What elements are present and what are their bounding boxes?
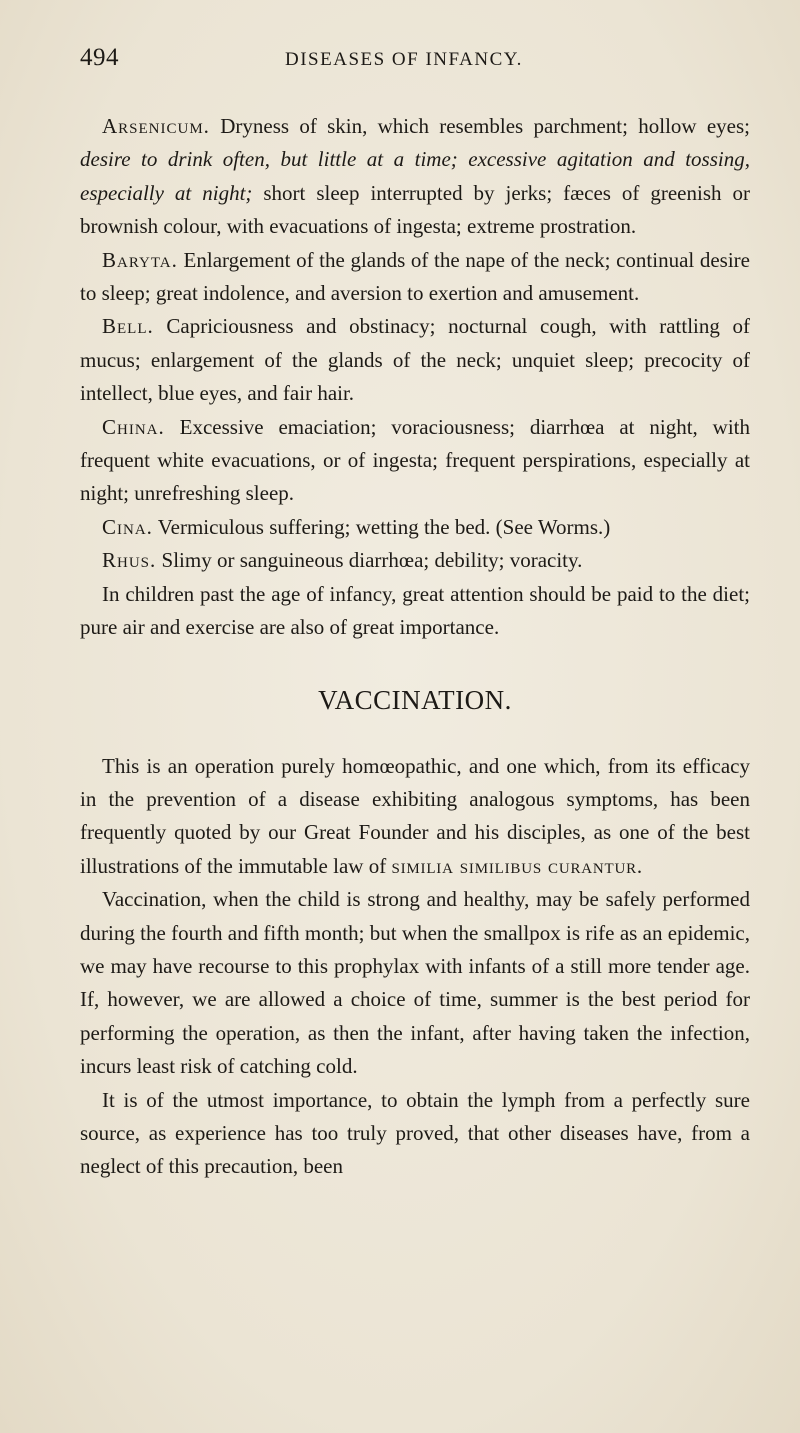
remedy-text: Enlargement of the glands of the nape of the neck; continual desire to sleep; great indolence, and aversion to exertion and amusement. — [80, 247, 750, 306]
remedy-rhus — [80, 544, 750, 577]
paragraph-text: This is an operation purely homœopathic, and one which, from its efficacy in the prevention of a disease exhibiting analogous symptoms, has been frequently quoted by our Great Founder and his disciples, as one of the best illustrations of the immutable law of — [80, 753, 750, 878]
remedy-name: Bell. — [102, 314, 154, 339]
remedy-text: Capriciousness and obstinacy; nocturnal cough, with rattling of mucus; enlargement of the glands of the neck; unquiet sleep; precocity of intellect, blue eyes, and fair hair. — [80, 314, 750, 406]
vaccination-paragraph-1 — [80, 750, 750, 884]
remedy-bell — [80, 310, 750, 410]
closing-paragraph: In children past the age of infancy, great attention should be paid to the diet; pure air and exercise are also of great importance. — [80, 581, 750, 640]
remedy-emphasis: desire to drink often, but little at a time; excessive agitation and tossing, especially at night; — [80, 147, 750, 205]
running-head — [80, 44, 750, 88]
remedy-name: Rhus. — [102, 548, 157, 573]
running-title: DISEASES OF INFANCY. — [285, 49, 523, 70]
remedy-name: Arsenicum. — [102, 114, 210, 138]
remedy-name: China. — [102, 414, 165, 439]
vaccination-paragraph-3: It is of the utmost importance, to obtain the lymph from a perfectly sure source, as experience has too truly proved, that other diseases have, from a neglect of this precaution, been — [80, 1087, 750, 1179]
remedy-name: Cina. — [102, 514, 153, 539]
remedy-arsenicum — [80, 110, 750, 244]
remedy-text: Excessive emaciation; voraciousness; diarrhœa at night, with frequent white evacuations, or of ingesta; frequent perspirations, especially at night; unrefreshing sleep. — [80, 414, 750, 506]
vaccination-paragraph-2: Vaccination, when the child is strong and healthy, may be safely performed during the fourth and fifth month; but when the smallpox is rife as an epidemic, we may have recourse to this prophylax with infants of a still more tender age. If, however, we are allowed a choice of time, summer is the best period for performing the operation, as then the infant, after having taken the infection, incurs least risk of catching cold. — [80, 887, 750, 1079]
remedy-cina — [80, 511, 750, 544]
latin-maxim: similia similibus curantur. — [391, 853, 643, 878]
remedy-name: Baryta. — [102, 247, 178, 272]
body-text — [80, 110, 750, 1184]
remedy-baryta — [80, 244, 750, 311]
page-number: 494 — [80, 44, 119, 71]
remedy-text: Slimy or sanguineous diarrhœa; debility; voracity. — [156, 548, 583, 573]
remedy-text: short sleep interrupted by jerks; fæces of greenish or brownish colour, with evacuations of ingesta; extreme prostration. — [80, 180, 750, 239]
remedy-text: Dryness of skin, which resembles parchment; hollow eyes; — [209, 114, 750, 138]
remedy-china — [80, 411, 750, 511]
remedy-text: Vermiculous suffering; wetting the bed. (See Worms.) — [152, 514, 611, 539]
section-title: VACCINATION. — [318, 684, 512, 715]
